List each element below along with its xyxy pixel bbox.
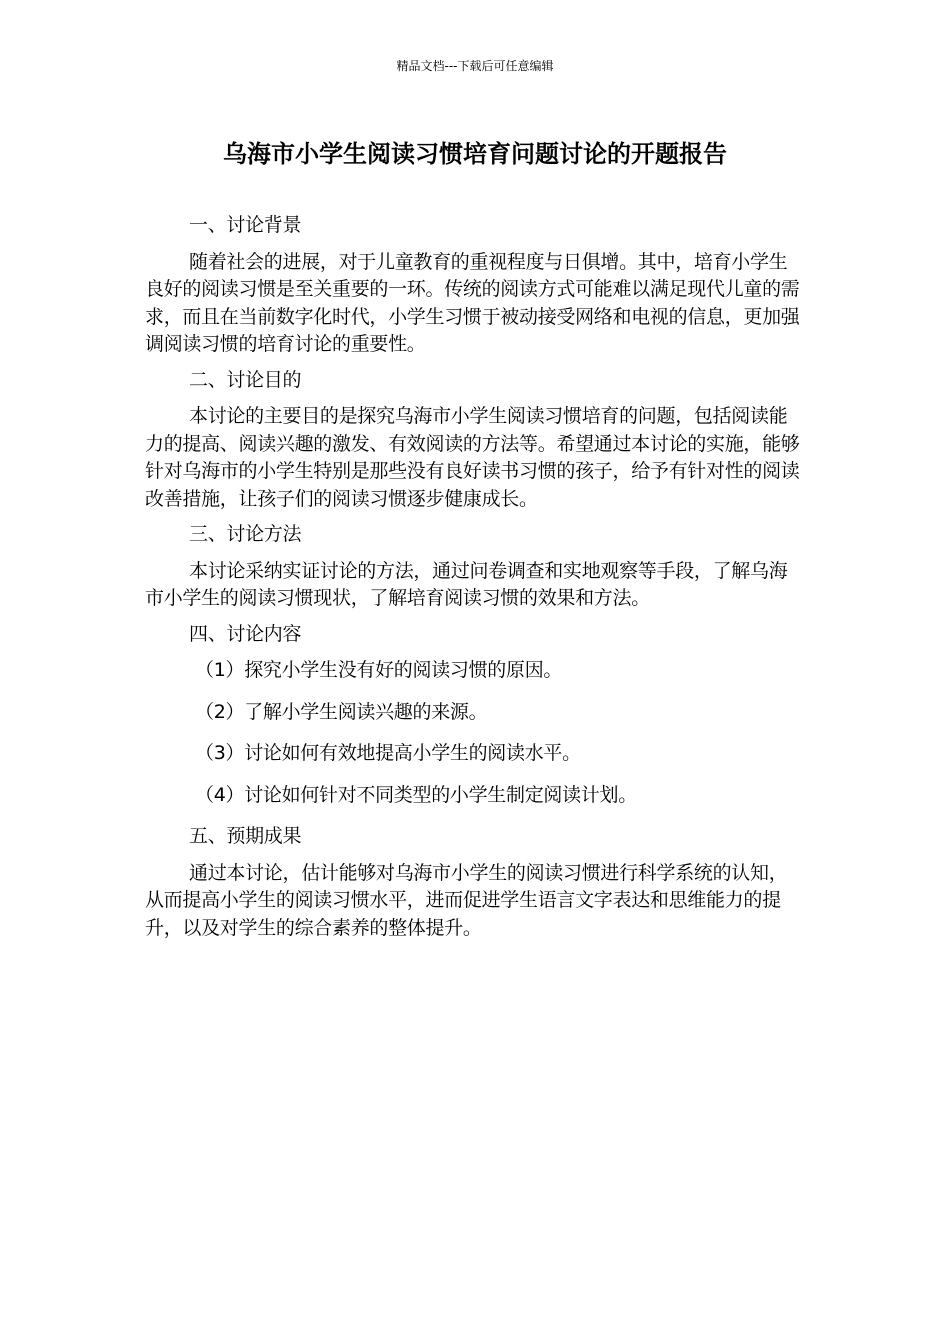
header-note: 精品文档---下载后可任意编辑 [396, 59, 554, 73]
section-text-purpose: 本讨论的主要目的是探究乌海市小学生阅读习惯培育的问题，包括阅读能力的提高、阅读兴趣的激发、有效阅读的方法等。希望通过本讨论的实施，能够针对乌海市的小学生特别是那些没有良好读书习惯的孩子，给予有针对性的阅读改善措施，让孩子们的阅读习惯逐步健康成长。 [145, 405, 800, 510]
section-heading-background: 一、讨论背景 [189, 214, 302, 236]
section-heading-results: 五、预期成果 [189, 825, 302, 847]
document-body [145, 212, 805, 950]
list-item: （3）讨论如何有效地提高小学生的阅读水平。 [195, 742, 581, 764]
list-item: （4）讨论如何针对不同类型的小学生制定阅读计划。 [195, 783, 637, 806]
list-item: （2）了解小学生阅读兴趣的来源。 [195, 700, 488, 723]
section-text-method: 本讨论采纳实证讨论的方法，通过问卷调查和实地观察等手段，了解乌海市小学生的阅读习惯现状，了解培育阅读习惯的效果和方法。 [145, 559, 788, 609]
list-item: （1）探究小学生没有好的阅读习惯的原因。 [195, 659, 563, 681]
section-heading-purpose: 二、讨论目的 [189, 368, 302, 391]
section-text-background: 随着社会的进展，对于儿童教育的重视程度与日俱增。其中，培育小学生良好的阅读习惯是至关重要的一环。传统的阅读方式可能难以满足现代儿童的需求，而且在当前数字化时代，小学生习惯于被动接受网络和电视的信息，更加强调阅读习惯的培育讨论的重要性。 [145, 250, 800, 355]
document-title: 乌海市小学生阅读习惯培育问题讨论的开题报告 [223, 140, 727, 168]
section-heading-content: 四、讨论内容 [189, 622, 302, 645]
section-text-results: 通过本讨论，估计能够对乌海市小学生的阅读习惯进行科学系统的认知，从而提高小学生的阅读习惯水平，进而促进学生语言文字表达和思维能力的提升，以及对学生的综合素养的整体提升。 [145, 861, 788, 939]
section-heading-method: 三、讨论方法 [189, 523, 302, 545]
